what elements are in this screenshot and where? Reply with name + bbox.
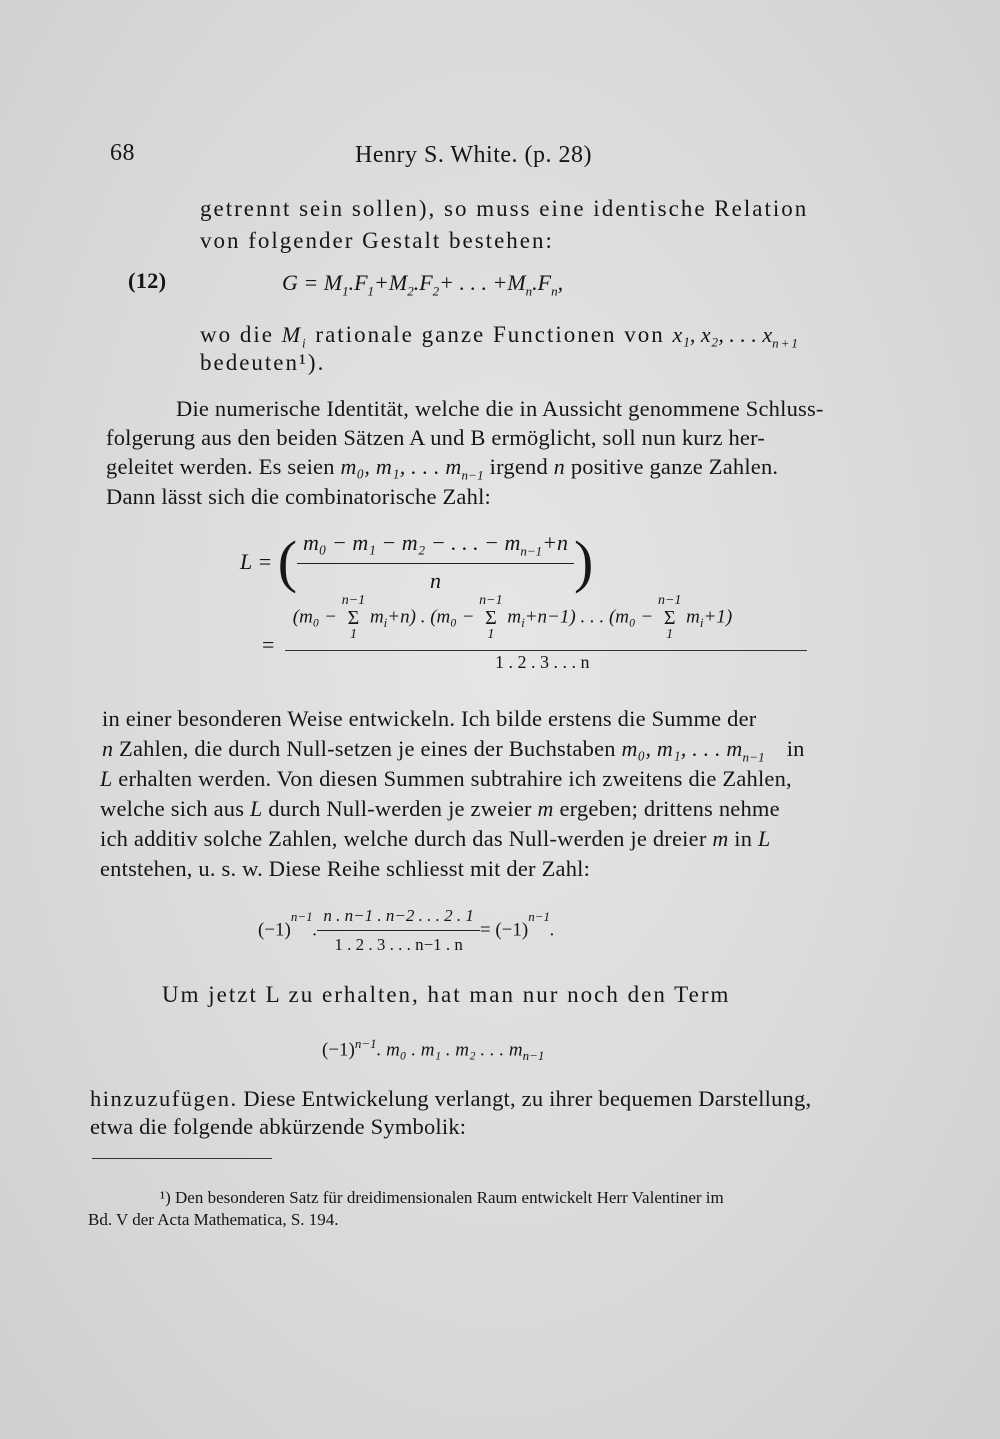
eq-sup: n−1 — [528, 908, 550, 924]
text-span: wo die — [200, 322, 274, 347]
text-line: von folgender Gestalt bestehen: — [200, 228, 554, 253]
eq-term: (m₀ − — [292, 606, 337, 628]
equation-L — [240, 530, 593, 594]
eq-sub: n — [525, 283, 533, 299]
text-span: erhalten werden. Von diesen Summen subtrahire ich zweitens die Zahlen, — [118, 766, 792, 791]
text-line — [100, 796, 780, 822]
eq-term: L = — [240, 549, 273, 575]
equation-sign: $(-1)^{n-1}$. $\frac{n . n-1 . n-2 . . . 2 . 1}{1 . 2 . 3 . . . n-1 . n}$ = $(-1)^{n-1}$. — [258, 906, 555, 954]
text-line — [200, 322, 800, 352]
eq-term: . — [549, 919, 555, 941]
eq-term: +n — [542, 530, 569, 555]
text-span: hinzuzufügen. — [90, 1086, 238, 1111]
eq-sub: i — [699, 615, 704, 631]
text-span: geleitet werden. Es seien — [106, 454, 335, 479]
eq-denominator: 1 . 2 . 3 . . . n — [495, 652, 590, 672]
text-span: ergeben; drittens nehme — [559, 796, 780, 821]
equation-number: (12) — [128, 268, 167, 293]
eq-term: (−1) — [258, 919, 291, 941]
text-span: positive ganze Zahlen. — [570, 454, 779, 479]
math-var: L — [250, 796, 263, 821]
eq-term: +n) . (m₀ − — [387, 606, 475, 628]
eq-sub: n−1 — [522, 1048, 545, 1064]
eq-term: . m₀ . m₁ . m₂ . . . m — [376, 1039, 523, 1061]
math-var: n — [553, 454, 565, 479]
fraction — [297, 530, 574, 594]
math-var: M — [281, 322, 303, 347]
footnote-line: Bd. V der Acta Mathematica, S. 194. — [88, 1210, 339, 1229]
eq-term: +n−1) . . . (m₀ − — [524, 606, 654, 628]
eq-term: m — [686, 606, 700, 628]
text-line: in einer besonderen Weise entwickeln. Ich bilde erstens die Summe der — [102, 706, 757, 731]
page-number: 68 — [110, 140, 135, 166]
math-sub: n+1 — [772, 335, 800, 351]
eq-term: m — [369, 606, 384, 628]
text-span: in — [734, 826, 753, 851]
eq-sub: 1 — [342, 283, 349, 299]
text-span: rationale ganze Functionen von — [315, 322, 665, 347]
text-span: Zahlen, die durch Null-setzen je eines der Buchstaben — [119, 736, 616, 761]
text-span: durch Null-werden je zweier — [268, 796, 532, 821]
text-line: Dann lässt sich die combinatorische Zahl: — [106, 484, 491, 509]
sum-operator: n−1 Σ 1 — [479, 593, 503, 642]
math-var: m — [712, 826, 729, 851]
eq-term: .F — [532, 270, 552, 295]
eq-term: m — [507, 606, 522, 628]
text-span: irgend — [489, 454, 548, 479]
text-line: etwa die folgende abkürzende Symbolik: — [90, 1114, 467, 1139]
eq-sub: 2 — [407, 283, 414, 299]
footnote-line — [160, 1188, 724, 1208]
eq-term: (−1) — [322, 1039, 355, 1061]
footnote-text: Den besonderen Satz für dreidimensionalen Raum entwickelt Herr Valentiner im — [175, 1188, 724, 1207]
text-line: Um jetzt L zu erhalten, hat man nur noch den Term — [162, 982, 731, 1007]
eq-sub: n−1 — [520, 543, 543, 559]
text-span: Diese Entwickelung verlangt, zu ihrer bequemen Darstellung, — [243, 1086, 812, 1111]
fraction: $\frac{n . n-1 . n-2 . . . 2 . 1}{1 . 2 . 3 . . . n-1 . n}$ — [317, 906, 479, 955]
text-line — [106, 454, 778, 484]
eq-term: .F — [413, 270, 433, 295]
math-sub: i — [302, 335, 308, 351]
math-var: L — [758, 826, 771, 851]
math-var: m — [537, 796, 554, 821]
text-line: entstehen, u. s. w. Diese Reihe schliesst mit der Zahl: — [100, 856, 591, 881]
eq-term: m₀ − m₁ − m₂ − . . . − m — [303, 530, 521, 555]
footnote-rule — [92, 1158, 272, 1159]
equation-term — [322, 1036, 544, 1064]
eq-sub: i — [383, 615, 388, 631]
math-vars: x₁, x₂, . . . x — [672, 322, 773, 347]
eq-term: +M — [374, 270, 408, 295]
math-var: n — [102, 736, 114, 761]
equation-12 — [282, 270, 563, 299]
eq-term: n — [297, 563, 574, 594]
math-var: L — [100, 766, 113, 791]
text-line: getrennt sein sollen), so muss eine identische Relation — [200, 196, 809, 221]
text-line — [90, 1086, 811, 1112]
eq-sup: n−1 — [290, 908, 313, 924]
eq-term: +1) — [703, 606, 733, 628]
text-span: in — [786, 736, 805, 761]
paren-right: ) — [574, 529, 594, 595]
sum-operator: n−1 Σ 1 — [341, 593, 366, 642]
text-line: bedeuten¹). — [200, 350, 326, 375]
text-span: ich additiv solche Zahlen, welche durch das Null-werden je dreier — [100, 826, 707, 851]
eq-term: + . . . +M — [439, 270, 526, 295]
equation-L-expanded — [262, 594, 732, 642]
math-sub: n−1 — [742, 749, 765, 765]
eq-sub: 1 — [367, 283, 375, 299]
eq-term: G = M — [282, 270, 343, 295]
math-vars: m₀, m₁, . . . m — [621, 736, 743, 761]
eq-term: = (−1) — [479, 919, 529, 941]
eq-equals: = — [262, 632, 275, 657]
text-span: welche sich aus — [100, 796, 245, 821]
fraction-bar — [285, 650, 807, 651]
eq-sub: n — [551, 283, 558, 299]
footnote-mark: ¹) — [160, 1188, 171, 1207]
eq-sub: 2 — [432, 283, 440, 299]
math-vars: m₀, m₁, . . . m — [340, 454, 462, 479]
eq-sup: n−1 — [354, 1036, 377, 1051]
math-sub: n−1 — [461, 467, 484, 483]
text-line — [100, 766, 792, 792]
text-line — [100, 826, 770, 852]
eq-term: .F — [348, 270, 368, 295]
text-line: folgerung aus den beiden Sätzen A und B ermöglicht, soll nun kurz her- — [106, 425, 766, 450]
running-head: Henry S. White. (p. 28) — [355, 142, 593, 168]
paren-left: ( — [277, 529, 298, 595]
text-line: Die numerische Identität, welche die in Aussicht genommene Schluss- — [176, 396, 824, 421]
eq-term: , — [557, 270, 564, 295]
eq-sub: i — [521, 615, 525, 631]
text-line — [102, 736, 805, 766]
sum-operator: n−1 Σ 1 — [657, 593, 682, 642]
